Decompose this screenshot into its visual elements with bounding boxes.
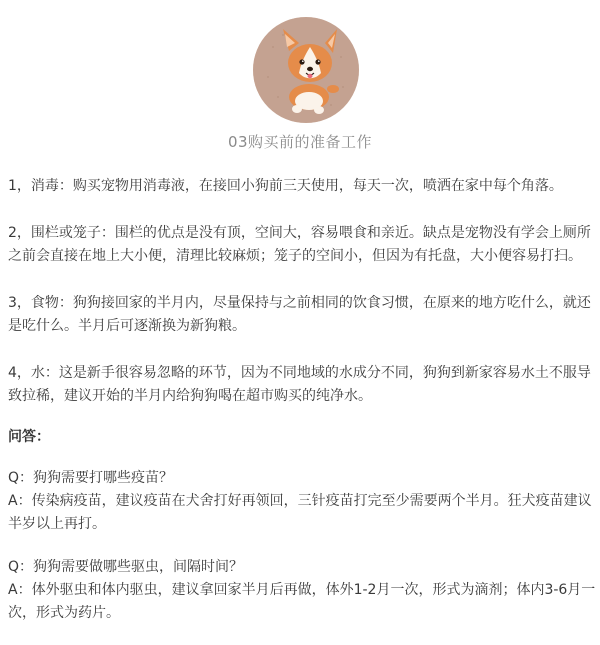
article-body (8, 175, 596, 645)
question-text: Q：狗狗需要做哪些驱虫，间隔时间？ (8, 559, 244, 575)
paragraph-food: 3，食物：狗狗接回家的半月内，尽量保持与之前相同的饮食习惯，在原来的地方吃什么，就还是吃什么。半月后可逐渐换为新狗粮。 (8, 295, 591, 334)
section-title: 03购买前的准备工作 (227, 133, 373, 151)
article-header (0, 0, 600, 160)
answer-text: A：传染病疫苗，建议疫苗在犬舍打好再领回，三针疫苗打完至少需要两个半月。狂犬疫苗建议半岁以上再打。 (8, 493, 592, 532)
paragraph-disinfection: 1，消毒：购买宠物用消毒液，在接回小狗前三天使用，每天一次，喷洒在家中每个角落。 (8, 178, 563, 194)
qa-item-vaccines (8, 467, 596, 536)
question-text: Q：狗狗需要打哪些疫苗？ (8, 470, 174, 486)
corgi-avatar-icon (253, 17, 359, 123)
paragraph-fence-or-cage: 2，围栏或笼子：围栏的优点是没有顶，空间大，容易喂食和亲近。缺点是宠物没有学会上厕所之前会直接在地上大小便，清理比较麻烦；笼子的空间小，但因为有托盘，大小便容易打扫。 (8, 225, 591, 264)
qa-item-deworming (8, 556, 596, 625)
paragraph-water: 4，水：这是新手很容易忽略的环节，因为不同地域的水成分不同，狗狗到新家容易水土不服导致拉稀，建议开始的半月内给狗狗喝在超市购买的纯净水。 (8, 365, 591, 404)
qa-heading: 问答： (8, 429, 50, 445)
answer-text: A：体外驱虫和体内驱虫，建议拿回家半月后再做，体外1-2月一次，形式为滴剂；体内3-6月一次，形式为药片。 (8, 582, 596, 621)
